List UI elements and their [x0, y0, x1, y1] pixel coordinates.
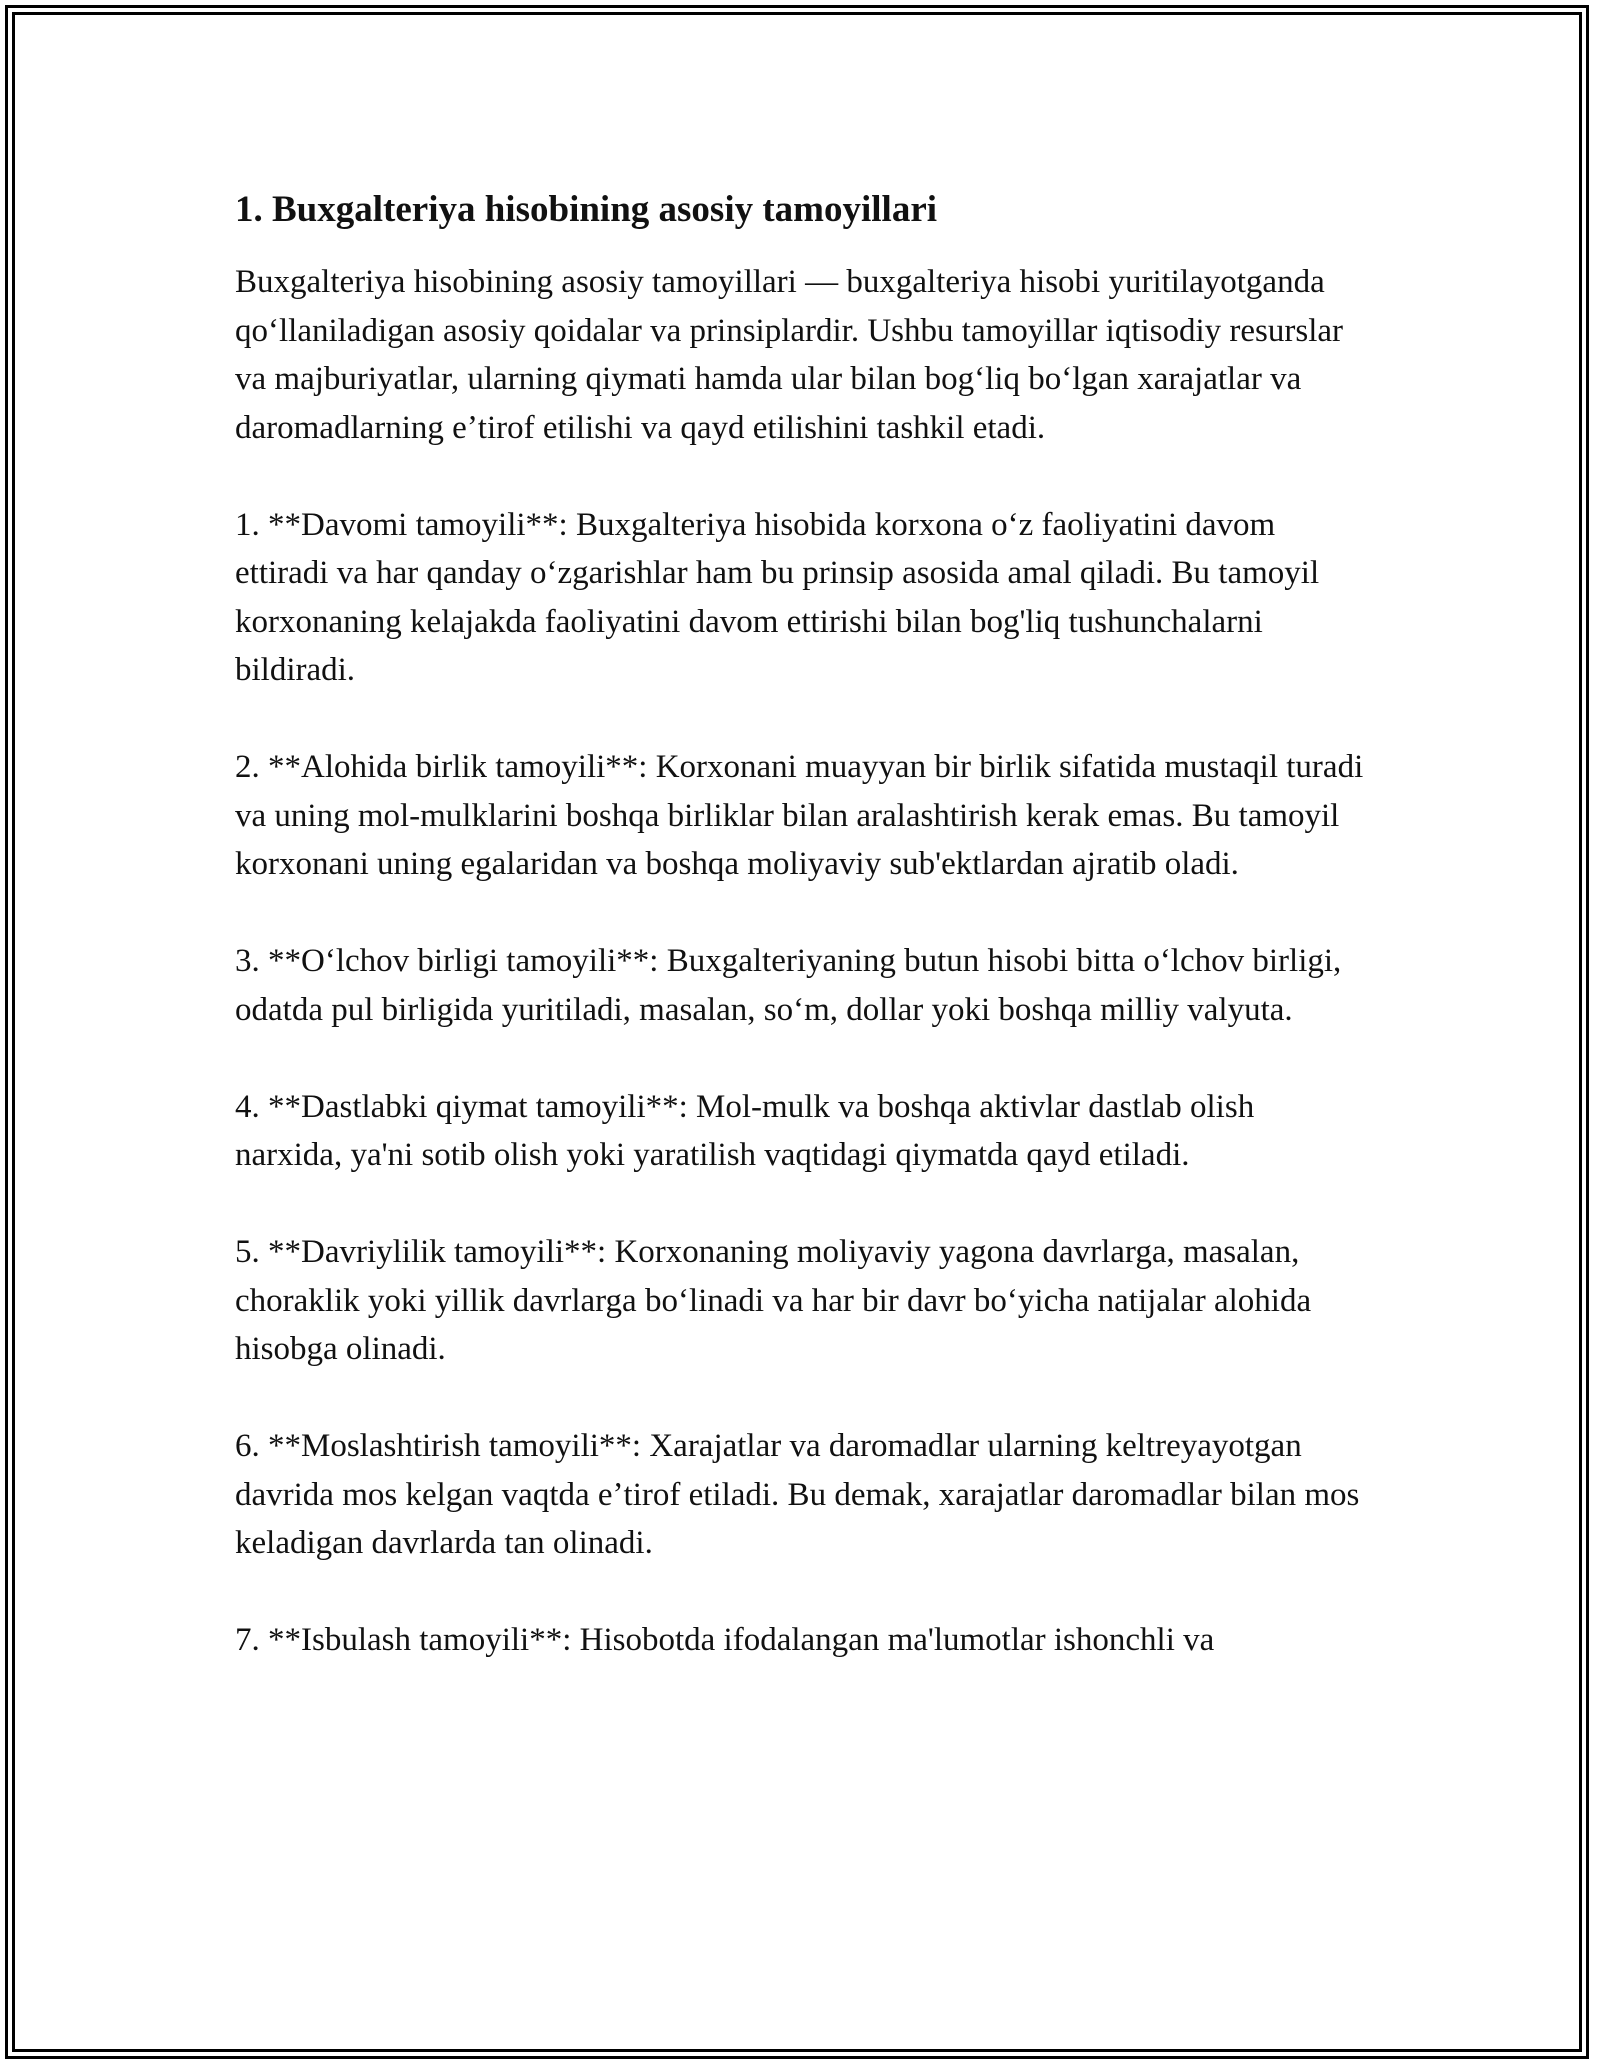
- document-body: [235, 188, 1365, 1713]
- principle-3-paragraph: 3. **Oʻlchov birligi tamoyili**: Buxgalteriyaning butun hisobi bitta oʻlchov birligi, odatda pul birligida yuritiladi, masalan, soʻm, dollar yoki boshqa milliy valyuta.: [235, 943, 1342, 1028]
- principle-4-paragraph: 4. **Dastlabki qiymat tamoyili**: Mol-mulk va boshqa aktivlar dastlab olish narxida, ya'ni sotib olish yoki yaratilish vaqtidagi qiymatda qayd etiladi.: [235, 1088, 1255, 1174]
- principle-1-paragraph: 1. **Davomi tamoyili**: Buxgalteriya hisobida korxona oʻz faoliyatini davom ettiradi va har qanday oʻzgarishlar ham bu prinsip asosida amal qiladi. Bu tamoyil korxonaning kelajakda faoliyatini davom ettirishi bilan bog'liq tushunchalarni bildiradi.: [235, 506, 1320, 689]
- document-title: 1. Buxgalteriya hisobining asosiy tamoyillari: [235, 189, 938, 230]
- principle-2-paragraph: 2. **Alohida birlik tamoyili**: Korxonani muayyan bir birlik sifatida mustaqil turadi va uning mol-mulklarini boshqa birliklar bilan aralashtirish kerak emas. Bu tamoyil korxonani uning egalaridan va boshqa moliyaviy sub'ektlardan ajratib oladi.: [235, 749, 1364, 883]
- principle-5-paragraph: 5. **Davriylilik tamoyili**: Korxonaning moliyaviy yagona davrlarga, masalan, choraklik yoki yillik davrlarga boʻlinadi va har bir davr boʻyicha natijalar alohida hisobga olinadi.: [235, 1234, 1312, 1368]
- principle-6-paragraph: 6. **Moslashtirish tamoyili**: Xarajatlar va daromadlar ularning keltreyayotgan davrida mos kelgan vaqtda eʼtirof etiladi. Bu demak, xarajatlar daromadlar bilan mos keladigan davrlarda tan olinadi.: [235, 1428, 1360, 1562]
- principle-7-paragraph: 7. **Isbulash tamoyili**: Hisobotda ifodalangan ma'lumotlar ishonchli va: [235, 1622, 1215, 1659]
- intro-paragraph: Buxgalteriya hisobining asosiy tamoyillari — buxgalteriya hisobi yuritilayotganda qoʻllaniladigan asosiy qoidalar va prinsiplardir. Ushbu tamoyillar iqtisodiy resurslar va majburiyatlar, ularning qiymati hamda ular bilan bogʻliq boʻlgan xarajatlar va daromadlarning eʼtirof etilishi va qayd etilishini tashkil etadi.: [235, 264, 1344, 446]
